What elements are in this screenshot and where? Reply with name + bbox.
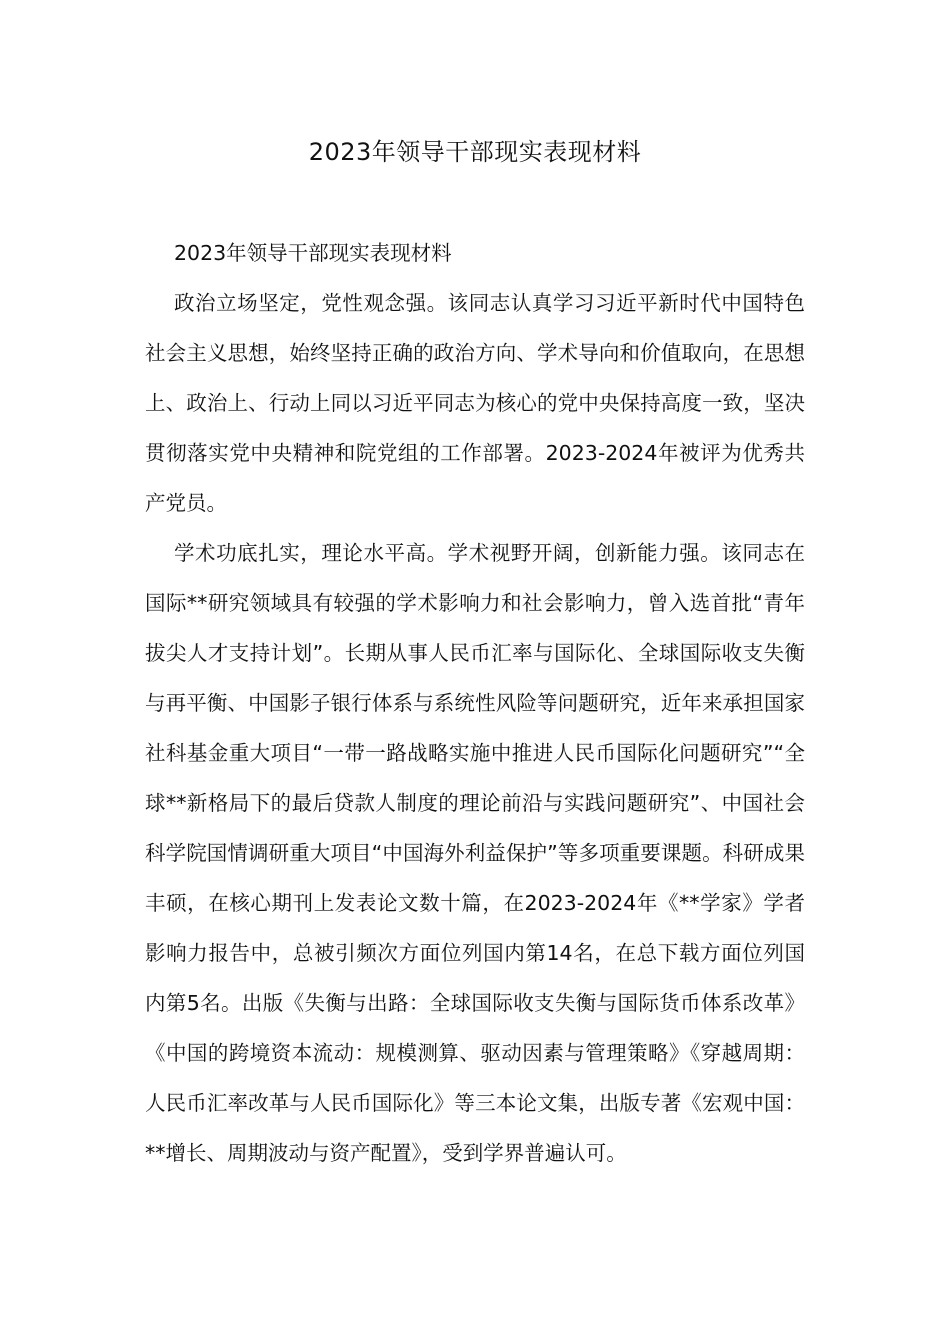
document-title: 2023年领导干部现实表现材料 bbox=[308, 138, 642, 166]
paragraph-political-stance: 政治立场坚定，党性观念强。该同志认真学习习近平新时代中国特色社会主义思想，始终坚持正确的政治方向、学术导向和价值取向，在思想上、政治上、行动上同以习近平同志为核心的党中央保持高度一致，坚决贯彻落实党中央精神和院党组的工作部署。2023-2024年被评为优秀共产党员。 bbox=[145, 291, 805, 515]
paragraph-academic-work: 学术功底扎实，理论水平高。学术视野开阔，创新能力强。该同志在国际**研究领域具有较强的学术影响力和社会影响力，曾入选首批“青年拔尖人才支持计划”。长期从事人民币汇率与国际化、全球国际收支失衡与再平衡、中国影子银行体系与系统性风险等问题研究，近年来承担国家社科基金重大项目“一带一路战略实施中推进人民币国际化问题研究”“全球**新格局下的最后贷款人制度的理论前沿与实践问题研究”、中国社会科学院国情调研重大项目“中国海外利益保护”等多项重要课题。科研成果丰硕，在核心期刊上发表论文数十篇，在2023-2024年《**学家》学者影响力报告中，总被引频次方面位列国内第14名，在总下载方面位列国内第5名。出版《失衡与出路：全球国际收支失衡与国际货币体系改革》《中国的跨境资本流动：规模测算、驱动因素与管理策略》《穿越周期：人民币汇率改革与人民币国际化》等三本论文集，出版专著《宏观中国：**增长、周期波动与资产配置》，受到学界普遍认可。 bbox=[145, 541, 805, 1165]
paragraph-heading: 2023年领导干部现实表现材料 bbox=[174, 241, 452, 265]
document-body bbox=[145, 228, 805, 1178]
